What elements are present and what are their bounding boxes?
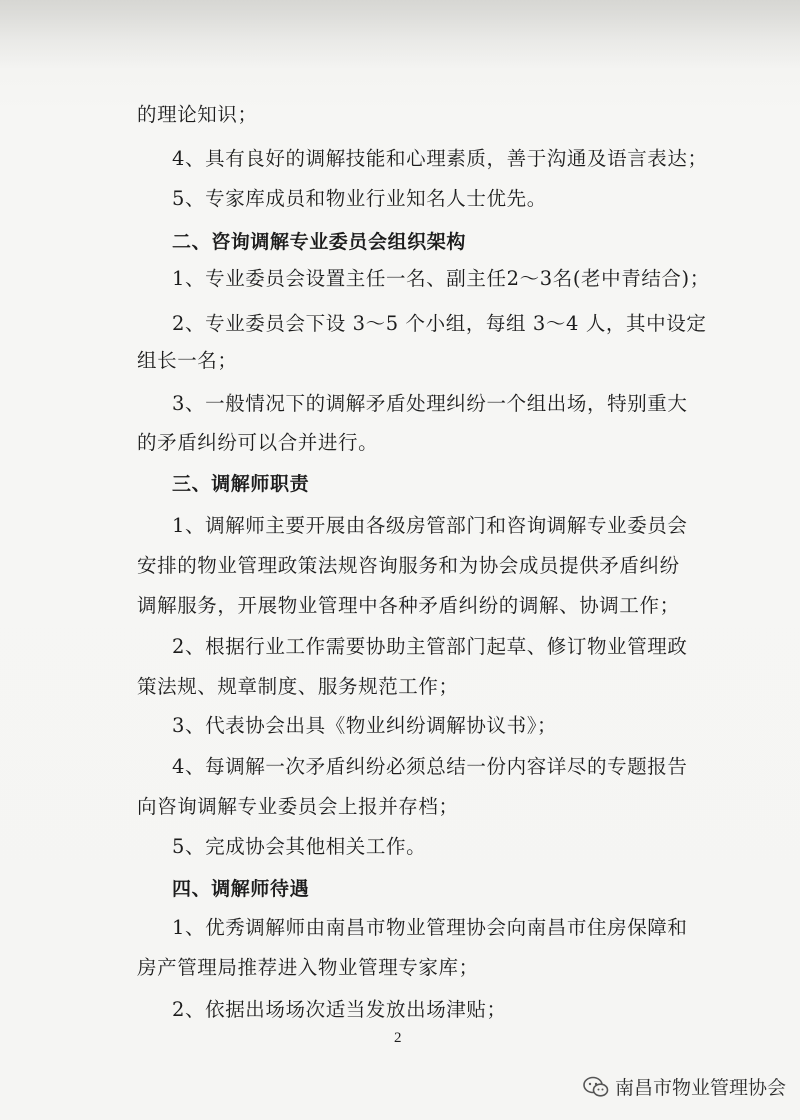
body-line: 向咨询调解专业委员会上报并存档； bbox=[137, 795, 459, 818]
section-heading: 三、调解师职责 bbox=[172, 473, 310, 495]
body-line: 的理论知识； bbox=[137, 103, 258, 126]
scan-shadow bbox=[0, 0, 800, 70]
list-item: 2、依据出场场次适当发放出场津贴； bbox=[172, 998, 507, 1021]
list-item: 4、具有良好的调解技能和心理素质，善于沟通及语言表达； bbox=[172, 147, 708, 170]
body-line: 安排的物业管理政策法规咨询服务和为协会成员提供矛盾纠纷 bbox=[137, 554, 680, 577]
list-item: 3、一般情况下的调解矛盾处理纠纷一个组出场，特别重大 bbox=[172, 392, 688, 415]
list-item: 1、优秀调解师由南昌市物业管理协会向南昌市住房保障和 bbox=[172, 916, 688, 939]
list-item: 2、根据行业工作需要协助主管部门起草、修订物业管理政 bbox=[172, 635, 688, 658]
list-item: 4、每调解一次矛盾纠纷必须总结一份内容详尽的专题报告 bbox=[172, 755, 688, 778]
list-item: 1、专业委员会设置主任一名、副主任2～3名(老中青结合)； bbox=[172, 267, 710, 290]
section-heading: 二、咨询调解专业委员会组织架构 bbox=[172, 231, 467, 253]
body-line: 策法规、规章制度、服务规范工作； bbox=[137, 675, 459, 698]
wechat-icon bbox=[583, 1076, 609, 1098]
list-item: 1、调解师主要开展由各级房管部门和咨询调解专业委员会 bbox=[172, 514, 688, 537]
watermark bbox=[583, 1073, 786, 1100]
list-item: 2、专业委员会下设 3～5 个小组，每组 3～4 人，其中设定 bbox=[172, 312, 707, 335]
page-number: 2 bbox=[394, 1030, 402, 1046]
body-line: 的矛盾纠纷可以合并进行。 bbox=[137, 431, 379, 454]
list-item: 5、完成协会其他相关工作。 bbox=[172, 835, 427, 858]
watermark-text: 南昌市物业管理协会 bbox=[614, 1077, 786, 1099]
section-heading: 四、调解师待遇 bbox=[172, 878, 310, 900]
body-line: 组长一名； bbox=[137, 349, 238, 372]
body-line: 调解服务，开展物业管理中各种矛盾纠纷的调解、协调工作； bbox=[137, 594, 680, 617]
list-item: 5、专家库成员和物业行业知名人士优先。 bbox=[172, 187, 547, 210]
list-item: 3、代表协会出具《物业纠纷调解协议书》； bbox=[172, 714, 558, 737]
body-line: 房产管理局推荐进入物业管理专家库； bbox=[137, 956, 479, 979]
